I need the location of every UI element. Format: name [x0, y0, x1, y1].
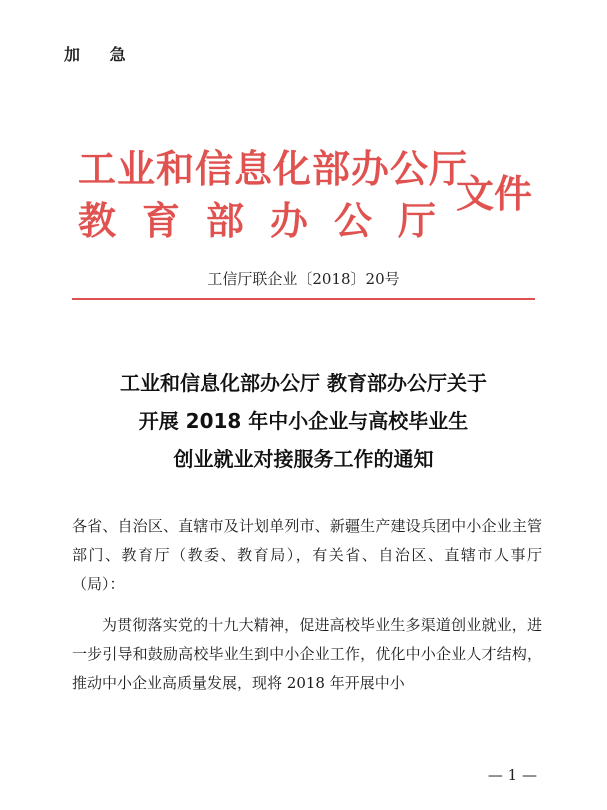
issuer-line-2: 教育部办公厅: [78, 199, 463, 243]
document-number: 工信厅联企业〔2018〕20号: [207, 270, 400, 288]
body-paragraph-1: 为贯彻落实党的十九大精神，促进高校毕业生多渠道创业就业，进一步引导和鼓励高校毕业生到中小企业工作，优化中小企业人才结构，推动中小企业高质量发展，现将 2018 年开展中小: [72, 616, 542, 692]
title-line-2: 开展 2018 年中小企业与高校毕业生: [138, 409, 469, 433]
document-title: [0, 364, 607, 478]
issuer-suffix: 文件: [456, 172, 533, 216]
title-line-3: 创业就业对接服务工作的通知: [173, 447, 434, 471]
issuer-line-1: 工业和信息化部办公厅: [78, 147, 469, 191]
addressee-paragraph: 各省、自治区、直辖市及计划单列市、新疆生产建设兵团中小企业主管部门、教育厅（教委、教育局），有关省、自治区、直辖市人事厅（局）：: [72, 517, 542, 593]
title-line-1: 工业和信息化部办公厅 教育部办公厅关于: [120, 371, 487, 395]
urgency-mark: 加 急: [64, 45, 138, 64]
page-number: — 1 —: [487, 766, 537, 784]
red-separator-line: [72, 298, 535, 300]
document-body: [72, 512, 542, 698]
